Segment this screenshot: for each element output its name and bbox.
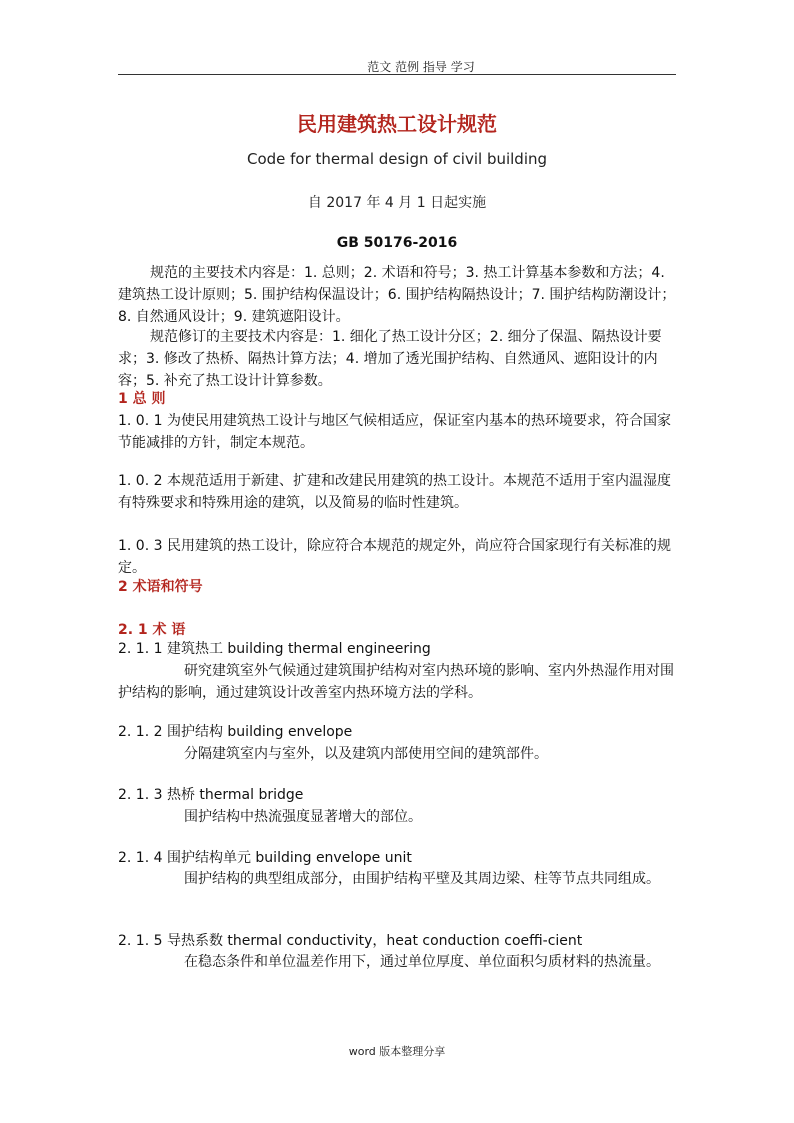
section-2-1-heading: 2. 1 术 语 bbox=[118, 622, 186, 638]
clause-1-0-2: 1. 0. 2 本规范适用于新建、扩建和改建民用建筑的热工设计。本规范不适用于室内温湿度有特殊要求和特殊用途的建筑，以及简易的临时性建筑。 bbox=[118, 473, 671, 511]
term-2-1-4-definition: 围护结构的典型组成部分，由围护结构平壁及其周边梁、柱等节点共同组成。 bbox=[184, 871, 660, 887]
term-2-1-3-definition: 围护结构中热流强度显著增大的部位。 bbox=[184, 809, 422, 825]
page-header: 范文 范例 指导 学习 bbox=[367, 60, 475, 74]
clause-1-0-1: 1. 0. 1 为使民用建筑热工设计与地区气候相适应，保证室内基本的热环境要求，符合国家节能减排的方针，制定本规范。 bbox=[118, 413, 671, 451]
document-title: 民用建筑热工设计规范 bbox=[297, 112, 497, 136]
document-subtitle: Code for thermal design of civil building bbox=[246, 150, 548, 168]
standard-number: GB 50176-2016 bbox=[336, 235, 458, 251]
term-2-1-3: 2. 1. 3 热桥 thermal bridge bbox=[118, 787, 304, 803]
section-2-heading: 2 术语和符号 bbox=[118, 579, 203, 595]
clause-1-0-3: 1. 0. 3 民用建筑的热工设计，除应符合本规范的规定外，尚应符合国家现行有关标准的规定。 bbox=[118, 538, 671, 576]
header-rule bbox=[118, 74, 676, 75]
section-1-heading: 1 总 则 bbox=[118, 391, 166, 407]
effective-date: 自 2017 年 4 月 1 日起实施 bbox=[307, 195, 487, 211]
term-2-1-4: 2. 1. 4 围护结构单元 building envelope unit bbox=[118, 850, 412, 866]
term-2-1-1-definition: 研究建筑室外气候通过建筑围护结构对室内热环境的影响、室内外热湿作用对围护结构的影响，通过建筑设计改善室内热环境方法的学科。 bbox=[118, 663, 674, 701]
term-2-1-2-definition: 分隔建筑室内与室外，以及建筑内部使用空间的建筑部件。 bbox=[184, 746, 548, 762]
term-2-1-5: 2. 1. 5 导热系数 thermal conductivity，heat conduction coeffi-cient bbox=[118, 933, 583, 949]
page-footer: word 版本整理分享 bbox=[348, 1045, 446, 1058]
term-2-1-1: 2. 1. 1 建筑热工 building thermal engineering bbox=[118, 641, 431, 657]
intro-paragraph-2: 规范修订的主要技术内容是：1. 细化了热工设计分区；2. 细分了保温、隔热设计要求；3. 修改了热桥、隔热计算方法；4. 增加了透光围护结构、自然通风、遮阳设计的内容；5. 补充了热工设计计算参数。 bbox=[118, 329, 662, 389]
intro-paragraph-1: 规范的主要技术内容是：1. 总则；2. 术语和符号；3. 热工计算基本参数和方法；4. 建筑热工设计原则；5. 围护结构保温设计；6. 围护结构隔热设计；7. 围护结构防潮设计；8. 自然通风设计；9. 建筑遮阳设计。 bbox=[118, 265, 676, 325]
term-2-1-2: 2. 1. 2 围护结构 building envelope bbox=[118, 724, 353, 740]
term-2-1-5-definition: 在稳态条件和单位温差作用下，通过单位厚度、单位面积匀质材料的热流量。 bbox=[184, 954, 660, 970]
